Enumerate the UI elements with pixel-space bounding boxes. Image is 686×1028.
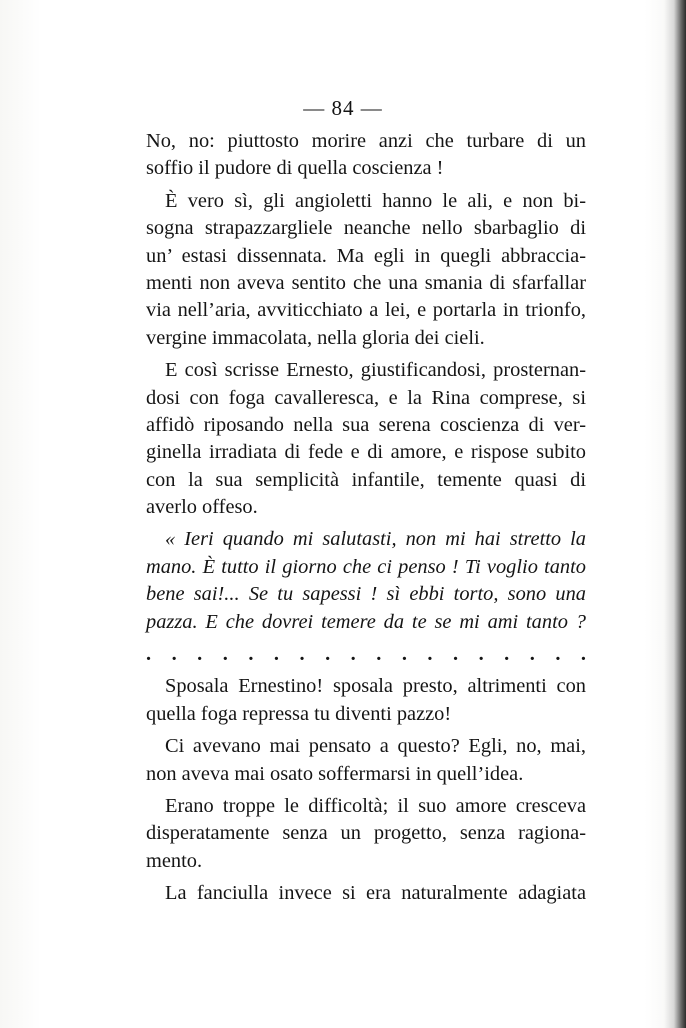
text-line: disperatamente senza un progetto, senza ragiona- — [146, 822, 586, 845]
text-line: menti non aveva sentito che una smania di sfarfallar — [146, 271, 586, 294]
quote-line: « Ieri quando mi salutasti, non mi hai stretto la — [165, 528, 586, 551]
text-line: Ci avevano mai pensato a questo? Egli, no, mai, — [165, 735, 586, 758]
spine-shadow — [664, 0, 686, 1028]
text-line: sogna strapazzargliele neanche nello sbarbaglio di — [146, 217, 586, 240]
text-line: E così scrisse Ernesto, giustificandosi, prosternan- — [165, 359, 586, 382]
text-line: Erano troppe le difficoltà; il suo amore cresceva — [165, 794, 586, 817]
text-line: È vero sì, gli angioletti hanno le ali, e non bi- — [165, 189, 586, 212]
body-text — [146, 128, 586, 908]
quote-line: mano. È tutto il giorno che ci penso ! Ti voglio tanto — [146, 555, 586, 578]
text-line: un’ estasi dissennata. Ma egli in quegli abbraccia- — [146, 244, 586, 267]
text-line: affidò riposando nella sua serena coscienza di ver- — [146, 413, 586, 436]
text-line: No, no: piuttosto morire anzi che turbare di un — [146, 130, 586, 152]
text-line: averlo offeso. — [146, 496, 258, 519]
quote-line: pazza. E che dovrei temere da te se mi ami tanto ? — [146, 610, 586, 633]
page-number: — 84 — — [303, 96, 383, 120]
text-line: mento. — [146, 849, 203, 872]
quote-line: bene sai!... Se tu sapessi ! sì ebbi torto, sono una — [146, 583, 586, 606]
text-line: Sposala Ernestino! sposala presto, altrimenti con — [165, 675, 586, 698]
text-line: via nell’aria, avviticchiato a lei, e portarla in trionfo, — [146, 299, 586, 322]
text-line: vergine immacolata, nella gloria dei cieli. — [146, 326, 485, 349]
text-line: con la sua semplicità infantile, temente quasi di — [146, 468, 586, 491]
text-line: non aveva mai osato soffermarsi in quell’idea. — [146, 762, 524, 785]
ellipsis-dots: . . . . . . . . . . . . . . . . . . — [146, 643, 586, 666]
text-line: La fanciulla invece si era naturalmente adagiata — [165, 882, 586, 905]
text-line: dosi con foga cavalleresca, e la Rina comprese, si — [146, 386, 586, 409]
text-line: quella foga repressa tu diventi pazzo! — [146, 702, 452, 725]
text-line: soffio il pudore di quella coscienza ! — [146, 157, 444, 180]
text-line: ginella irradiata di fede e di amore, e rispose subito — [146, 441, 586, 464]
